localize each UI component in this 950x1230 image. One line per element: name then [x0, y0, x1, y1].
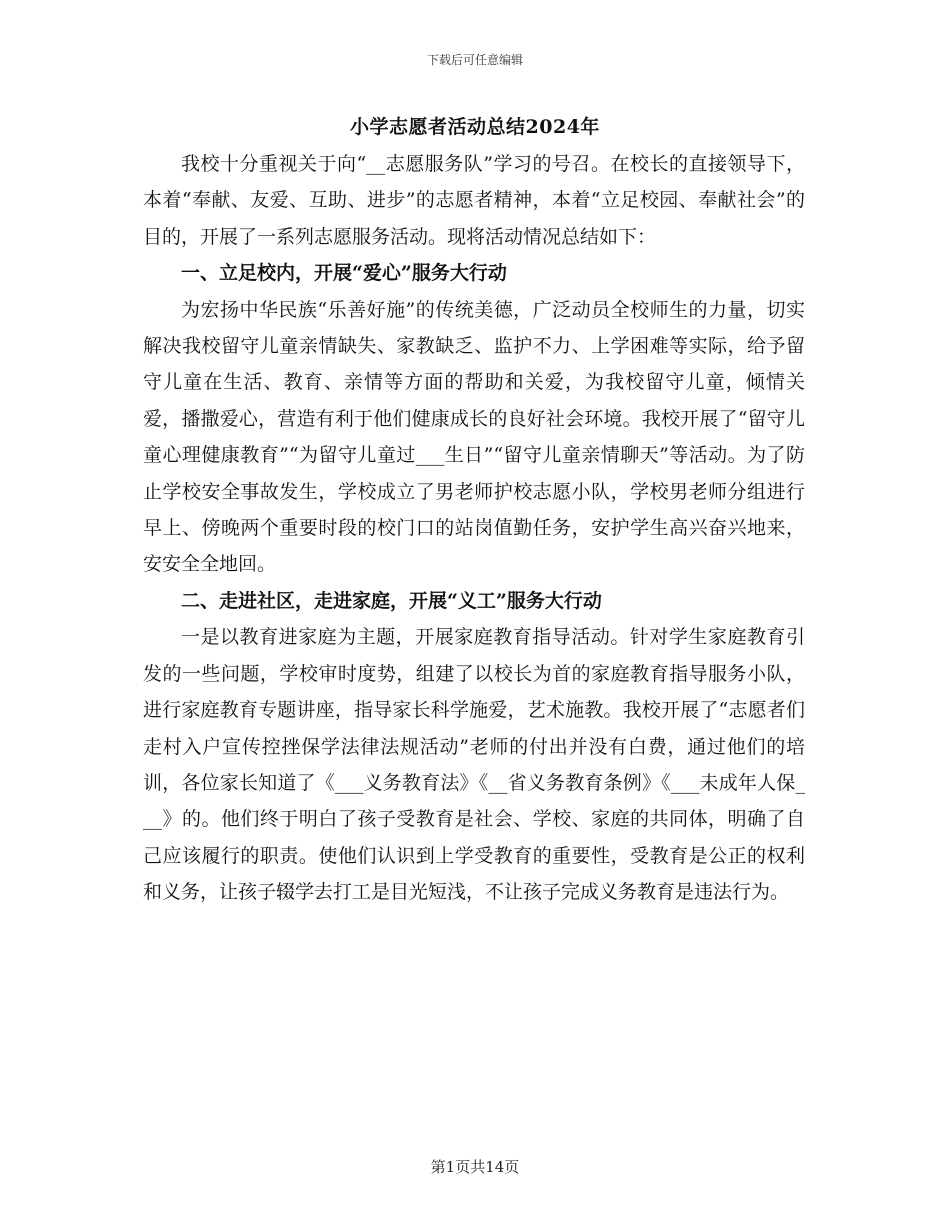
section-heading-2: 二、走进社区，走进家庭，开展“义工”服务大行动 — [181, 589, 602, 612]
header-note: 下载后可任意编辑 — [426, 53, 523, 67]
intro-paragraph: 我校十分重视关于向“__志愿服务队”学习的号召。在校长的直接领导下，本着“奉献、友爱、互助、进步”的志愿者精神，本着“立足校园、奉献社会”的目的，开展了一系列志愿服务活动。现将活动情况总结如下： — [143, 153, 805, 248]
section-1-paragraph: 为宏扬中华民族“乐善好施”的传统美德，广泛动员全校师生的力量，切实解决我校留守儿童亲情缺失、家教缺乏、监护不力、上学困难等实际，给予留守儿童在生活、教育、亲情等方面的帮助和关爱，为我校留守儿童，倾情关爱，播撒爱心，营造有利于他们健康成长的良好社会环境。我校开展了“留守儿童心理健康教育”“为留守儿童过___生日”“留守儿童亲情聊天”等活动。为了防止学校安全事故发生，学校成立了男老师护校志愿小队，学校男老师分组进行早上、傍晚两个重要时段的校门口的站岗值勤任务，安护学生高兴奋兴地来，安安全全地回。 — [143, 298, 805, 576]
document-title: 小学志愿者活动总结2024年 — [350, 116, 600, 138]
section-2-paragraph: 一是以教育进家庭为主题，开展家庭教育指导活动。针对学生家庭教育引发的一些问题，学校审时度势，组建了以校长为首的家庭教育指导服务小队，进行家庭教育专题讲座，指导家长科学施爱，艺术施教。我校开展了“志愿者们走村入户宣传控挫保学法律法规活动”老师的付出并没有白费，通过他们的培训，各位家长知道了《___义务教育法》《__省义务教育条例》《___未成年人保___》的。他们终于明白了孩子受教育是社会、学校、家庭的共同体，明确了自己应该履行的职责。使他们认识到上学受教育的重要性，受教育是公正的权利和义务，让孩子辍学去打工是目光短浅，不让孩子完成义务教育是违法行为。 — [143, 626, 805, 904]
document-body — [143, 146, 805, 911]
section-heading-1: 一、立足校内，开展“爱心”服务大行动 — [181, 262, 507, 285]
page-number-footer: 第1页共14页 — [430, 1158, 520, 1176]
